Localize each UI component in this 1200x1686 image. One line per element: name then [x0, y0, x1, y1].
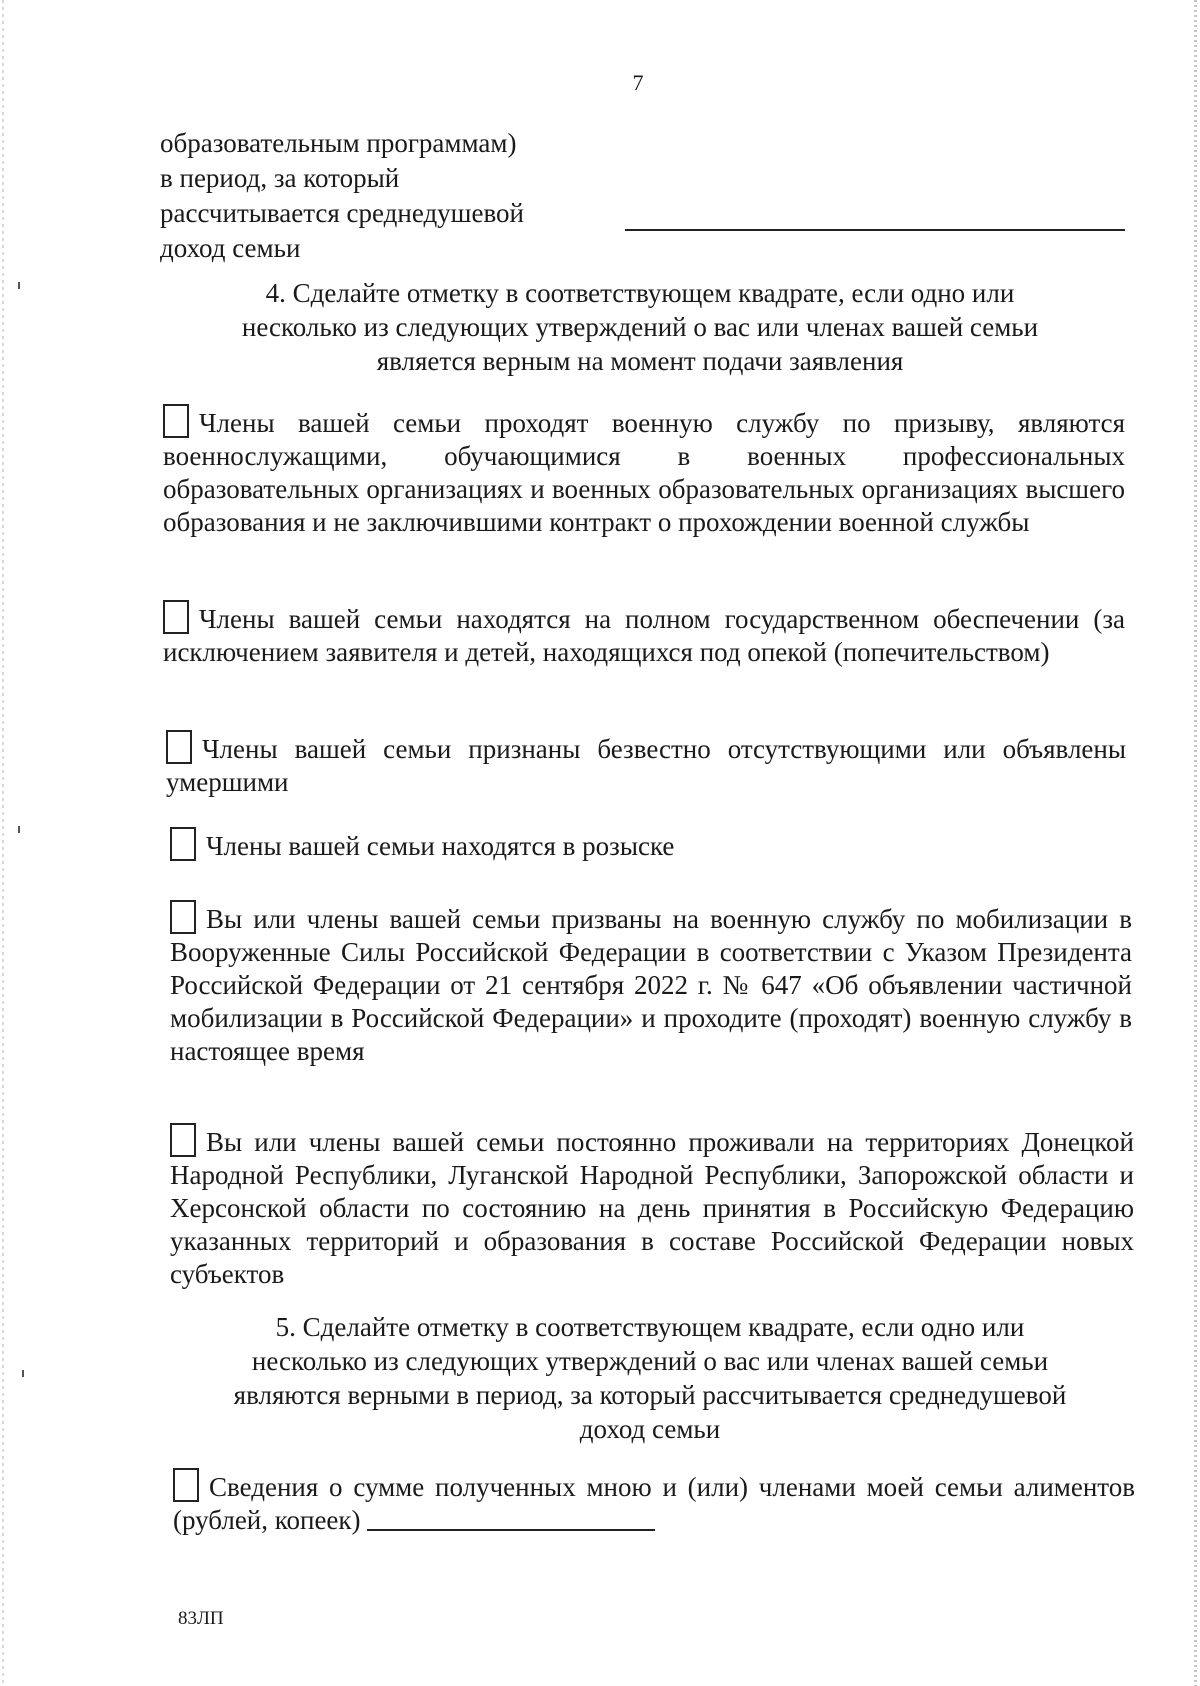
checkbox[interactable]: [163, 600, 189, 634]
statement-text: Члены вашей семьи находятся в розыске: [206, 831, 675, 861]
checkbox[interactable]: [170, 1123, 196, 1157]
heading-line: являются верными в период, за который рассчитывается среднедушевой: [233, 1380, 1067, 1410]
checkbox[interactable]: [166, 730, 192, 764]
statement-new-territories: [170, 1123, 1134, 1291]
heading-line: 4. Сделайте отметку в соответствующем квадрате, если одно или: [265, 278, 1015, 308]
heading-line: является верным на момент подачи заявления: [376, 346, 904, 376]
scan-edge-right: [1194, 0, 1197, 1686]
income-field-label: [160, 126, 590, 266]
scan-edge-left: [2, 0, 4, 1686]
checkbox[interactable]: [170, 900, 196, 934]
statement-text: Вы или члены вашей семьи постоянно проживали на территориях Донецкой Народной Республики, Луганской Народной Республики, Запорожской области и Херсонской области по состоянию на день принятия в Российскую Федерацию указанных территорий и образования в составе Российской Федерации новых субъектов: [170, 1127, 1134, 1289]
statement-text: Члены вашей семьи находятся на полном государственном обеспечении (за исключением заявителя и детей, находящихся под опекой (попечительством): [163, 604, 1125, 667]
heading-line: несколько из следующих утверждений о вас или членах вашей семьи: [251, 1346, 1049, 1376]
scan-speck: [18, 826, 20, 833]
scan-speck: [22, 1370, 24, 1377]
heading-line: доход семьи: [579, 1414, 721, 1444]
statement-text: Вы или члены вашей семьи призваны на военную службу по мобилизации в Вооруженные Силы Российской Федерации в соответствии с Указом Президента Российской Федерации от 21 сентября 2022 г. № 647 «Об объявлении частичной мобилизации в Российской Федерации» и проходите (проходят) военную службу в настоящее время: [170, 904, 1132, 1066]
statement-mobilization: [170, 900, 1132, 1068]
label-line: рассчитывается среднедушевой: [160, 198, 524, 228]
scan-speck: [18, 282, 20, 289]
label-line: образовательным программам): [160, 128, 517, 158]
statement-wanted: [170, 827, 1130, 863]
form-code: 83ЛП: [178, 1608, 224, 1629]
section-5-heading: [170, 1310, 1130, 1446]
alimony-amount-line[interactable]: [367, 1529, 655, 1531]
heading-line: несколько из следующих утверждений о вас или членах вашей семьи: [241, 312, 1039, 342]
section-4-heading: [160, 276, 1120, 378]
label-line: в период, за который: [160, 163, 400, 193]
heading-line: 5. Сделайте отметку в соответствующем квадрате, если одно или: [275, 1312, 1025, 1342]
statement-state-support: [163, 600, 1125, 669]
income-entry-line[interactable]: [625, 229, 1125, 231]
page-number: 7: [632, 70, 644, 95]
checkbox[interactable]: [170, 827, 196, 861]
statement-military-conscription: [163, 404, 1125, 539]
statement-alimony: [173, 1468, 1135, 1537]
statement-missing-or-deceased: [166, 730, 1126, 799]
checkbox[interactable]: [163, 404, 189, 438]
statement-text: Сведения о сумме полученных мною и (или) членами моей семьи алиментов (рублей, копеек): [173, 1472, 1135, 1535]
statement-text: Члены вашей семьи проходят военную службу по призыву, являются военнослужащими, обучающимися в военных профессиональных образовательных организациях и военных образовательных организациях высшего образования и не заключившими контракт о прохождении военной службы: [163, 408, 1125, 537]
label-line: доход семьи: [160, 233, 301, 263]
statement-text: Члены вашей семьи признаны безвестно отсутствующими или объявлены умершими: [166, 734, 1126, 797]
checkbox[interactable]: [173, 1468, 199, 1502]
